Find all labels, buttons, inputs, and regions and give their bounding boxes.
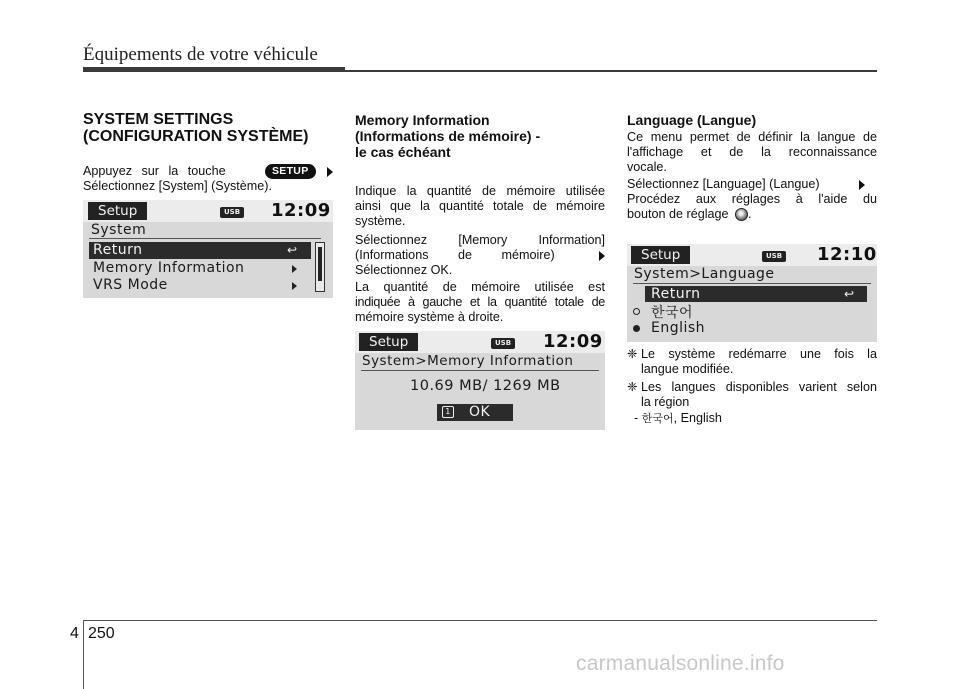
- language-list: [634, 411, 722, 426]
- col3-para2: [627, 177, 877, 222]
- col2-heading-line3: le cas échéant: [355, 144, 451, 160]
- screen-path: System>Language: [634, 266, 775, 282]
- header-title: Équipements de votre véhicule: [83, 44, 318, 65]
- col1-para-prefix: Appuyez sur la touche: [83, 164, 226, 179]
- col3-para1-line: Ce menu permet de définir la langue de: [627, 130, 877, 144]
- screen-memory: [355, 331, 605, 430]
- screen-system: [83, 200, 333, 298]
- col1-paragraph: [83, 164, 333, 194]
- screen-divider: [361, 370, 599, 371]
- screen-path: System: [91, 222, 147, 238]
- col3-note2: [627, 380, 877, 410]
- col2-heading-line2: (Informations de mémoire) -: [355, 128, 541, 144]
- chapter-number: 4: [70, 625, 79, 642]
- ok-button: [437, 404, 513, 421]
- col3-para1: [627, 130, 877, 175]
- screen-clock: 12:09: [271, 200, 331, 221]
- page-number: 250: [88, 625, 115, 642]
- arrow-right-icon: [599, 251, 605, 261]
- note1-line: Le système redémarre une fois la: [641, 347, 877, 361]
- header-rule: [345, 70, 877, 72]
- screen-row-korean: 한국어: [651, 305, 694, 321]
- col2-para2-line: (Informations de mémoire): [355, 248, 555, 262]
- screen-divider: [89, 238, 321, 239]
- scrollbar: [315, 242, 325, 292]
- header-bar: [83, 67, 345, 72]
- return-icon: ↩: [287, 243, 298, 257]
- col3-para2-end: .: [748, 207, 752, 221]
- col1-heading-line2: (CONFIGURATION SYSTÈME): [83, 128, 309, 145]
- note2-line: Les langues disponibles varient selon: [641, 380, 877, 394]
- row-return-label: Return: [93, 242, 143, 258]
- row-return-label: Return: [651, 286, 701, 302]
- screen-tab: Setup: [359, 333, 418, 351]
- note-mark-icon: ❈: [627, 380, 638, 394]
- col3-para1-line: vocale.: [627, 160, 667, 174]
- screen-row-vrs: VRS Mode: [93, 277, 168, 293]
- arrow-right-icon: [859, 180, 865, 190]
- col2-para3: [355, 280, 605, 325]
- screen-path: System>Memory Information: [362, 353, 574, 369]
- col3-para1-line: l'affichage et de la reconnaissance: [627, 145, 877, 159]
- language-korean: 한국어: [641, 412, 674, 425]
- scrollbar-thumb: [318, 247, 322, 281]
- usb-icon: USB: [220, 207, 244, 218]
- screen-clock: 12:10: [817, 244, 877, 265]
- col2-para2: [355, 233, 605, 278]
- note1-line: langue modifiée.: [641, 362, 734, 376]
- col2-para1-line: Indique la quantité de mémoire utilisée: [355, 184, 605, 198]
- ok-number-badge: 1: [442, 406, 454, 418]
- radio-unselected-icon: [633, 308, 640, 315]
- screen-clock: 12:09: [543, 331, 603, 352]
- language-list-dash: -: [634, 411, 639, 425]
- col3-para2-line2: Procédez aux réglages à l'aide du: [627, 192, 877, 206]
- col3-note1: [627, 347, 877, 377]
- col2-para2-line: Sélectionnez [Memory Information]: [355, 233, 605, 247]
- note-mark-icon: ❈: [627, 347, 638, 361]
- col2-heading: [355, 112, 540, 160]
- col2-para3-line: La quantité de mémoire utilisée est: [355, 280, 605, 294]
- screen-tab: Setup: [631, 246, 690, 264]
- setup-button-badge: SETUP: [265, 164, 316, 179]
- screen-tab: Setup: [88, 202, 147, 220]
- screen-row-memory: Memory Information: [93, 260, 245, 276]
- col2-para2-line: Sélectionnez OK.: [355, 263, 453, 277]
- arrow-right-icon: [327, 167, 333, 177]
- watermark: carmanualsonline.info: [576, 652, 785, 675]
- usb-icon: USB: [762, 251, 786, 262]
- footer-divider: [83, 620, 84, 689]
- col1-para-line2: Sélectionnez [System] (Système).: [83, 179, 272, 194]
- chevron-right-icon: [292, 282, 297, 290]
- tune-knob-icon: [735, 208, 748, 221]
- col1-heading: [83, 111, 308, 145]
- col3-para2-line3: bouton de réglage: [627, 207, 729, 221]
- screen-language: [627, 244, 877, 342]
- footer-rule: [83, 620, 877, 621]
- col2-heading-line1: Memory Information: [355, 112, 490, 128]
- col2-para1: [355, 184, 605, 229]
- return-icon: ↩: [844, 287, 855, 301]
- memory-value: 10.69 MB/ 1269 MB: [410, 378, 561, 394]
- note2-line: la région: [641, 395, 690, 409]
- col3-heading: Language (Langue): [627, 112, 757, 128]
- screen-row-return: [645, 286, 867, 302]
- usb-icon: USB: [491, 338, 515, 349]
- col3-para2-line1: Sélectionnez [Language] (Langue): [627, 177, 820, 191]
- col1-heading-line1: SYSTEM SETTINGS: [83, 111, 234, 128]
- col2-para1-line: système.: [355, 214, 406, 228]
- screen-row-english: English: [651, 320, 706, 336]
- col2-para1-line: ainsi que la quantité totale de mémoire: [355, 199, 605, 213]
- col2-para3-line: mémoire système à droite.: [355, 310, 504, 324]
- col2-para3-line: indiquée à gauche et la quantité totale de: [355, 295, 605, 309]
- screen-divider: [633, 283, 871, 284]
- screen-row-return: [89, 242, 311, 259]
- radio-selected-icon: [633, 325, 640, 332]
- ok-label: OK: [469, 404, 491, 420]
- language-list-rest: , English: [673, 411, 722, 425]
- chevron-right-icon: [292, 265, 297, 273]
